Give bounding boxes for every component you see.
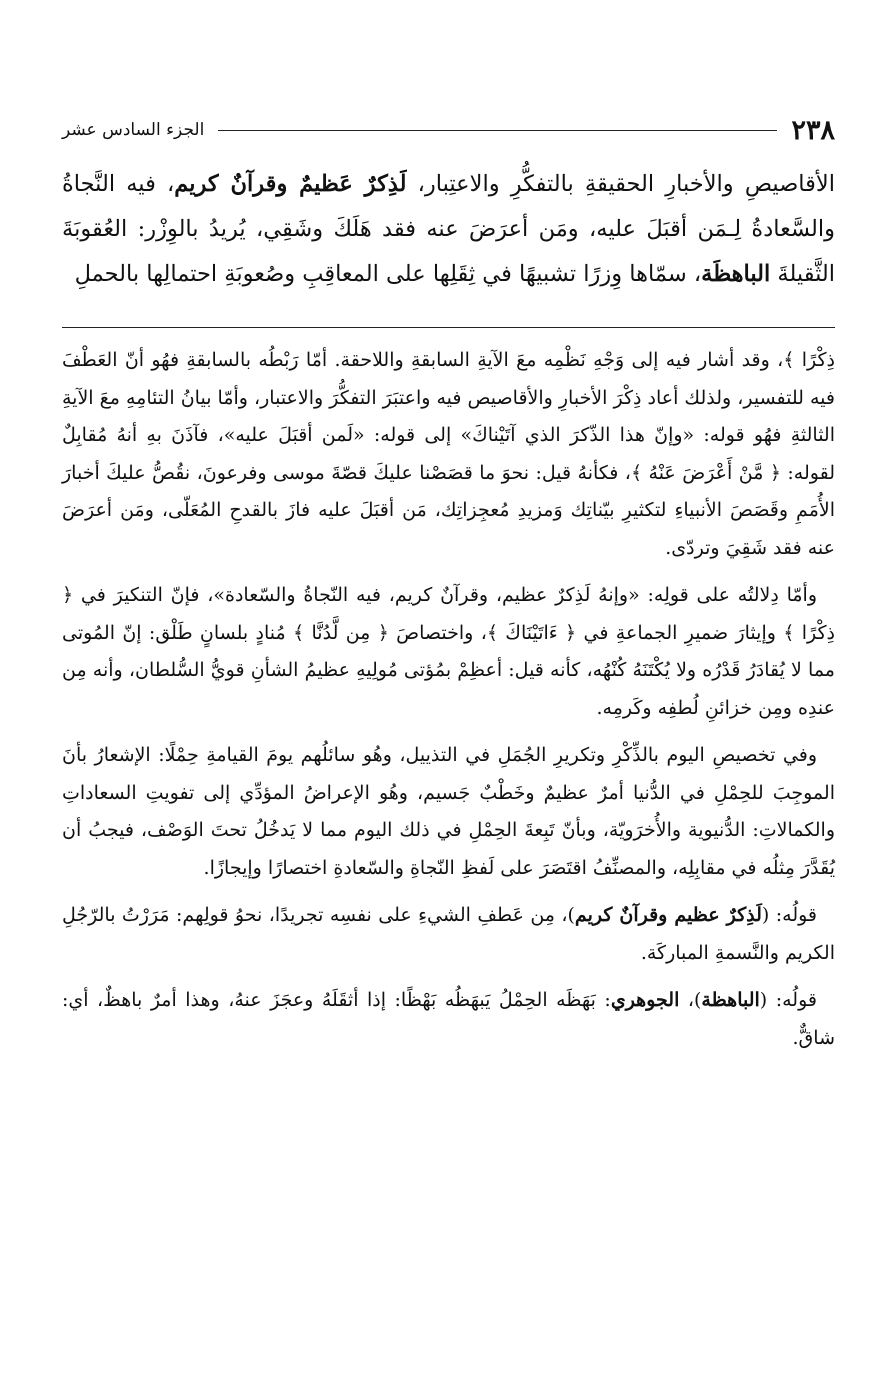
text-segment: قولُه: (	[761, 904, 818, 926]
commentary-paragraph: وأمّا دِلالتُه على قولِه: «وإنهُ لَذِكرٌ عظيم، وقرآنٌ كريم، فيه النّجاةُ والسّعادة»، فإنّ التنكيرَ في ﴿ ذِكْرًا ﴾ وإيثارَ ضميرِ الجماعةِ في ﴿ ءَاتَيْنَاكَ ﴾، واختصاصَ ﴿ مِن لَّدُنَّا ﴾ مُنادٍ بلسانٍ طَلْق: إنّ المُوتى مما لا يُقادَرُ قَدْرُه ولا يُكْتَنَهُ كُنْهُه، كأنه قيل: أعظِمْ بمُؤتى مُولِيهِ عظيمُ الشأنِ قويُّ السُّلطان، وأنه مِن عندِه ومِن خزائنِ لُطفِه وكَرمِه.	[62, 584, 835, 719]
commentary-paragraph	[62, 897, 835, 972]
text-segment: : بَهَظَه الحِمْلُ يَبهَظُه بَهْظًا: إذا أثقَلَهُ وعجَزَ عنهُ، وهذا أمرٌ باهظٌ، أي: شاقٌّ.	[62, 989, 835, 1049]
page-header	[62, 112, 835, 148]
main-text	[62, 162, 835, 297]
commentary-paragraph: وفي تخصيصِ اليوم بالذِّكْرِ وتكريرِ الجُمَلِ في التذييل، وهُو سائلُهم يومَ القيامةِ حِمْلًا: الإشعارُ بأنَ الموجِبَ للحِمْلِ في الدُّنيا أمرٌ عظيمٌ وخَطْبٌ جَسيم، وهُو الإعراضُ المؤدِّي إلى تفويتِ السعاداتِ والكمالاتِ: الدُّنيوية والأُخرَويّة، وبأنّ تَبِعةَ الحِمْلِ في ذلك اليوم مما لا يَدخُلُ تحتَ الوَصْف، فيجبُ أن يُقَدَّرَ مِثلُه في مقابِلِه، والمصنِّفُ اقتَصَرَ على لَفظِ النّجاةِ والسّعادةِ اختصارًا وإيجازًا.	[62, 744, 835, 879]
text-segment: )، مِن عَطفِ الشيءِ على نفسِه تجريدًا، نحوُ قولِهم: مَرَرْتُ بالرّجُلِ الكريم والنَّسمةِ المباركَة.	[62, 904, 835, 964]
book-page	[62, 0, 835, 1395]
keyword: الباهظَة	[701, 261, 771, 287]
text-segment: قولُه: (	[759, 989, 817, 1011]
source-name: الجوهري	[610, 989, 680, 1011]
main-text-segment: الأقاصيصِ والأخبارِ الحقيقةِ بالتفكُّرِ والاعتِبار،	[406, 171, 835, 197]
text-segment: )،	[679, 989, 702, 1011]
commentary	[62, 342, 835, 1067]
commentary-paragraph	[62, 982, 835, 1057]
footnote-divider	[62, 327, 835, 328]
header-rule	[218, 130, 777, 131]
main-text-segment: ، سمّاها وِزرًا تشبيهًا في ثِقَلِها على المعاقِبِ وصُعوبَةِ احتمالِها بالحملِ	[74, 261, 702, 287]
running-title: الجزء السادس عشر	[62, 120, 205, 140]
quoted-phrase: لَذِكرٌ عظيم وقرآنٌ كريم	[574, 904, 762, 926]
quranic-phrase: لَذِكرٌ عَظيمٌ وقرآنٌ كريم	[174, 171, 407, 197]
commentary-paragraph: ذِكْرًا ﴾، وقد أشار فيه إلى وَجْهِ نَظْمِه معَ الآيةِ السابقةِ واللاحقة. أمّا رَبْطُه بالسابقةِ فهُو أنّ العَطْفَ فيه للتفسير، ولذلك أعاد ذِكْرَ الأخبارِ والأقاصيص فيه واعتبَرَ التفكُّرَ والاعتبار، وأمّا بيانُ التئامِهِ معَ الآيةِ الثالثةِ فهُو قوله: «وإنّ هذا الذّكرَ الذي آتَيْناكَ» إلى قوله: «لَمن أقبَلَ عليه»، فآذَنَ بهِ أنهُ مُقابِلٌ لقوله: ﴿ مَّنْ أَعْرَضَ عَنْهُ ﴾، فكأنهُ قيل: نحوَ ما قصَصْنا عليكَ قصّةَ موسى وفرعونَ، نقُصُّ عليكَ أخبارَ الأُمَمِ وقَصَصَ الأنبياءِ لتكثيرِ بيّناتِك وَمزيدِ مُعجِزاتِك، مَن أقبَلَ عليه فازَ بالقدحِ المُعَلّى، ومَن أعرَضَ عنه فقد شَقِيَ وتردّى.	[62, 349, 835, 559]
page-number: ٢٣٨	[791, 114, 835, 146]
quoted-phrase: الباهظة	[701, 989, 760, 1011]
main-text-segment: ، فيه النَّجاةُ والسَّعادةُ لِـمَن أقبَلَ عليه، ومَن أعرَضَ عنه فقد هَلَكَ وشَقِي، يُريدُ بالوِزْر: العُقوبَةَ الثَّقيلةَ	[62, 171, 835, 287]
